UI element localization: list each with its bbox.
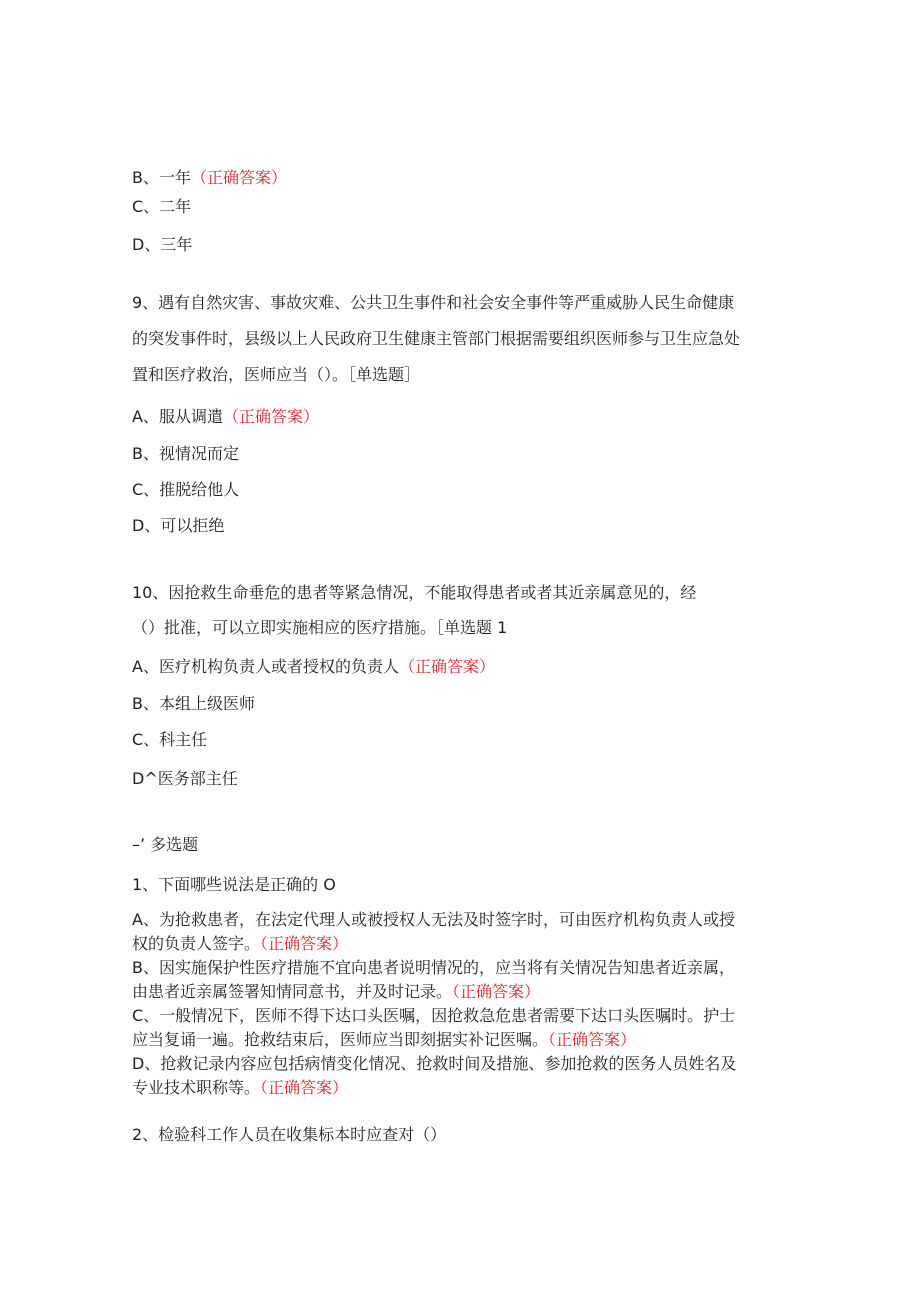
option-d-q10: D^医务部主任 (132, 769, 238, 788)
mc-option-b-line-1: B、因实施保护性医疗措施不宜向患者说明情况的，应当将有关情况告知患者近亲属， (132, 958, 735, 977)
option-a-q10: A、医疗机构负责人或者授权的负责人（正确答案） (132, 657, 495, 676)
option-b-q10: B、本组上级医师 (132, 694, 255, 713)
mc-option-a-line-1: A、为抢救患者，在法定代理人或被授权人无法及时签字时，可由医疗机构负责人或授 (132, 910, 735, 929)
section-heading-multiple-choice: –’ 多选题 (132, 835, 199, 854)
option-c-q10: C、科主任 (132, 730, 208, 749)
correct-answer-mark: （正确答案） (548, 1030, 637, 1049)
question-9-line-2: 的突发事件时，县级以上人民政府卫生健康主管部门根据需要组织医师参与卫生应急处 (132, 329, 741, 348)
correct-answer-mark: （正确答案） (452, 982, 541, 1001)
mc-question-1: 1、下面哪些说法是正确的 O (132, 875, 336, 894)
correct-answer-mark: （正确答案） (190, 168, 287, 187)
mc-option-d-line-2: 专业技术职称等。（正确答案） (132, 1078, 349, 1097)
question-9-line-1: 9、遇有自然灾害、事故灾难、公共卫生事件和社会安全事件等严重威胁人民生命健康 (132, 293, 735, 312)
option-b-q9: B、视情况而定 (132, 444, 239, 463)
option-d-q8: D、三年 (132, 235, 193, 254)
mc-option-c-line-1: C、一般情况下，医师不得下达口头医嘱，因抢救急危患者需要下达口头医嘱时。护士 (132, 1006, 736, 1025)
correct-answer-mark: （正确答案） (398, 657, 495, 676)
mc-option-c-line-2: 应当复诵一遍。抢救结束后，医师应当即刻据实补记医嘱。（正确答案） (132, 1030, 637, 1049)
mc-question-2: 2、检验科工作人员在收集标本时应查对（） (132, 1125, 447, 1144)
option-a-q9: A、服从调遣（正确答案） (132, 407, 319, 426)
mc-option-b-line-2: 由患者近亲属签署知情同意书，并及时记录。（正确答案） (132, 982, 541, 1001)
question-10-line-1: 10、因抢救生命垂危的患者等紧急情况，不能取得患者或者其近亲属意见的，经 (132, 583, 697, 602)
option-d-q9: D、可以拒绝 (132, 516, 225, 535)
correct-answer-mark: （正确答案） (260, 1078, 349, 1097)
correct-answer-mark: （正确答案） (222, 407, 319, 426)
mc-option-a-line-2: 权的负责人签字。（正确答案） (132, 934, 349, 953)
option-c-q9: C、推脱给他人 (132, 480, 240, 499)
correct-answer-mark: （正确答案） (260, 934, 349, 953)
question-9-line-3: 置和医疗救治，医师应当（）。［单选题］ (132, 365, 421, 384)
mc-option-d-line-1: D、抢救记录内容应包括病情变化情况、抢救时间及措施、参加抢救的医务人员姓名及 (132, 1054, 737, 1073)
option-c-q8: C、二年 (132, 197, 192, 216)
question-10-line-2: （）批准，可以立即实施相应的医疗措施。［单选题 1 (132, 618, 508, 637)
option-b-q8: B、一年（正确答案） (132, 168, 287, 187)
